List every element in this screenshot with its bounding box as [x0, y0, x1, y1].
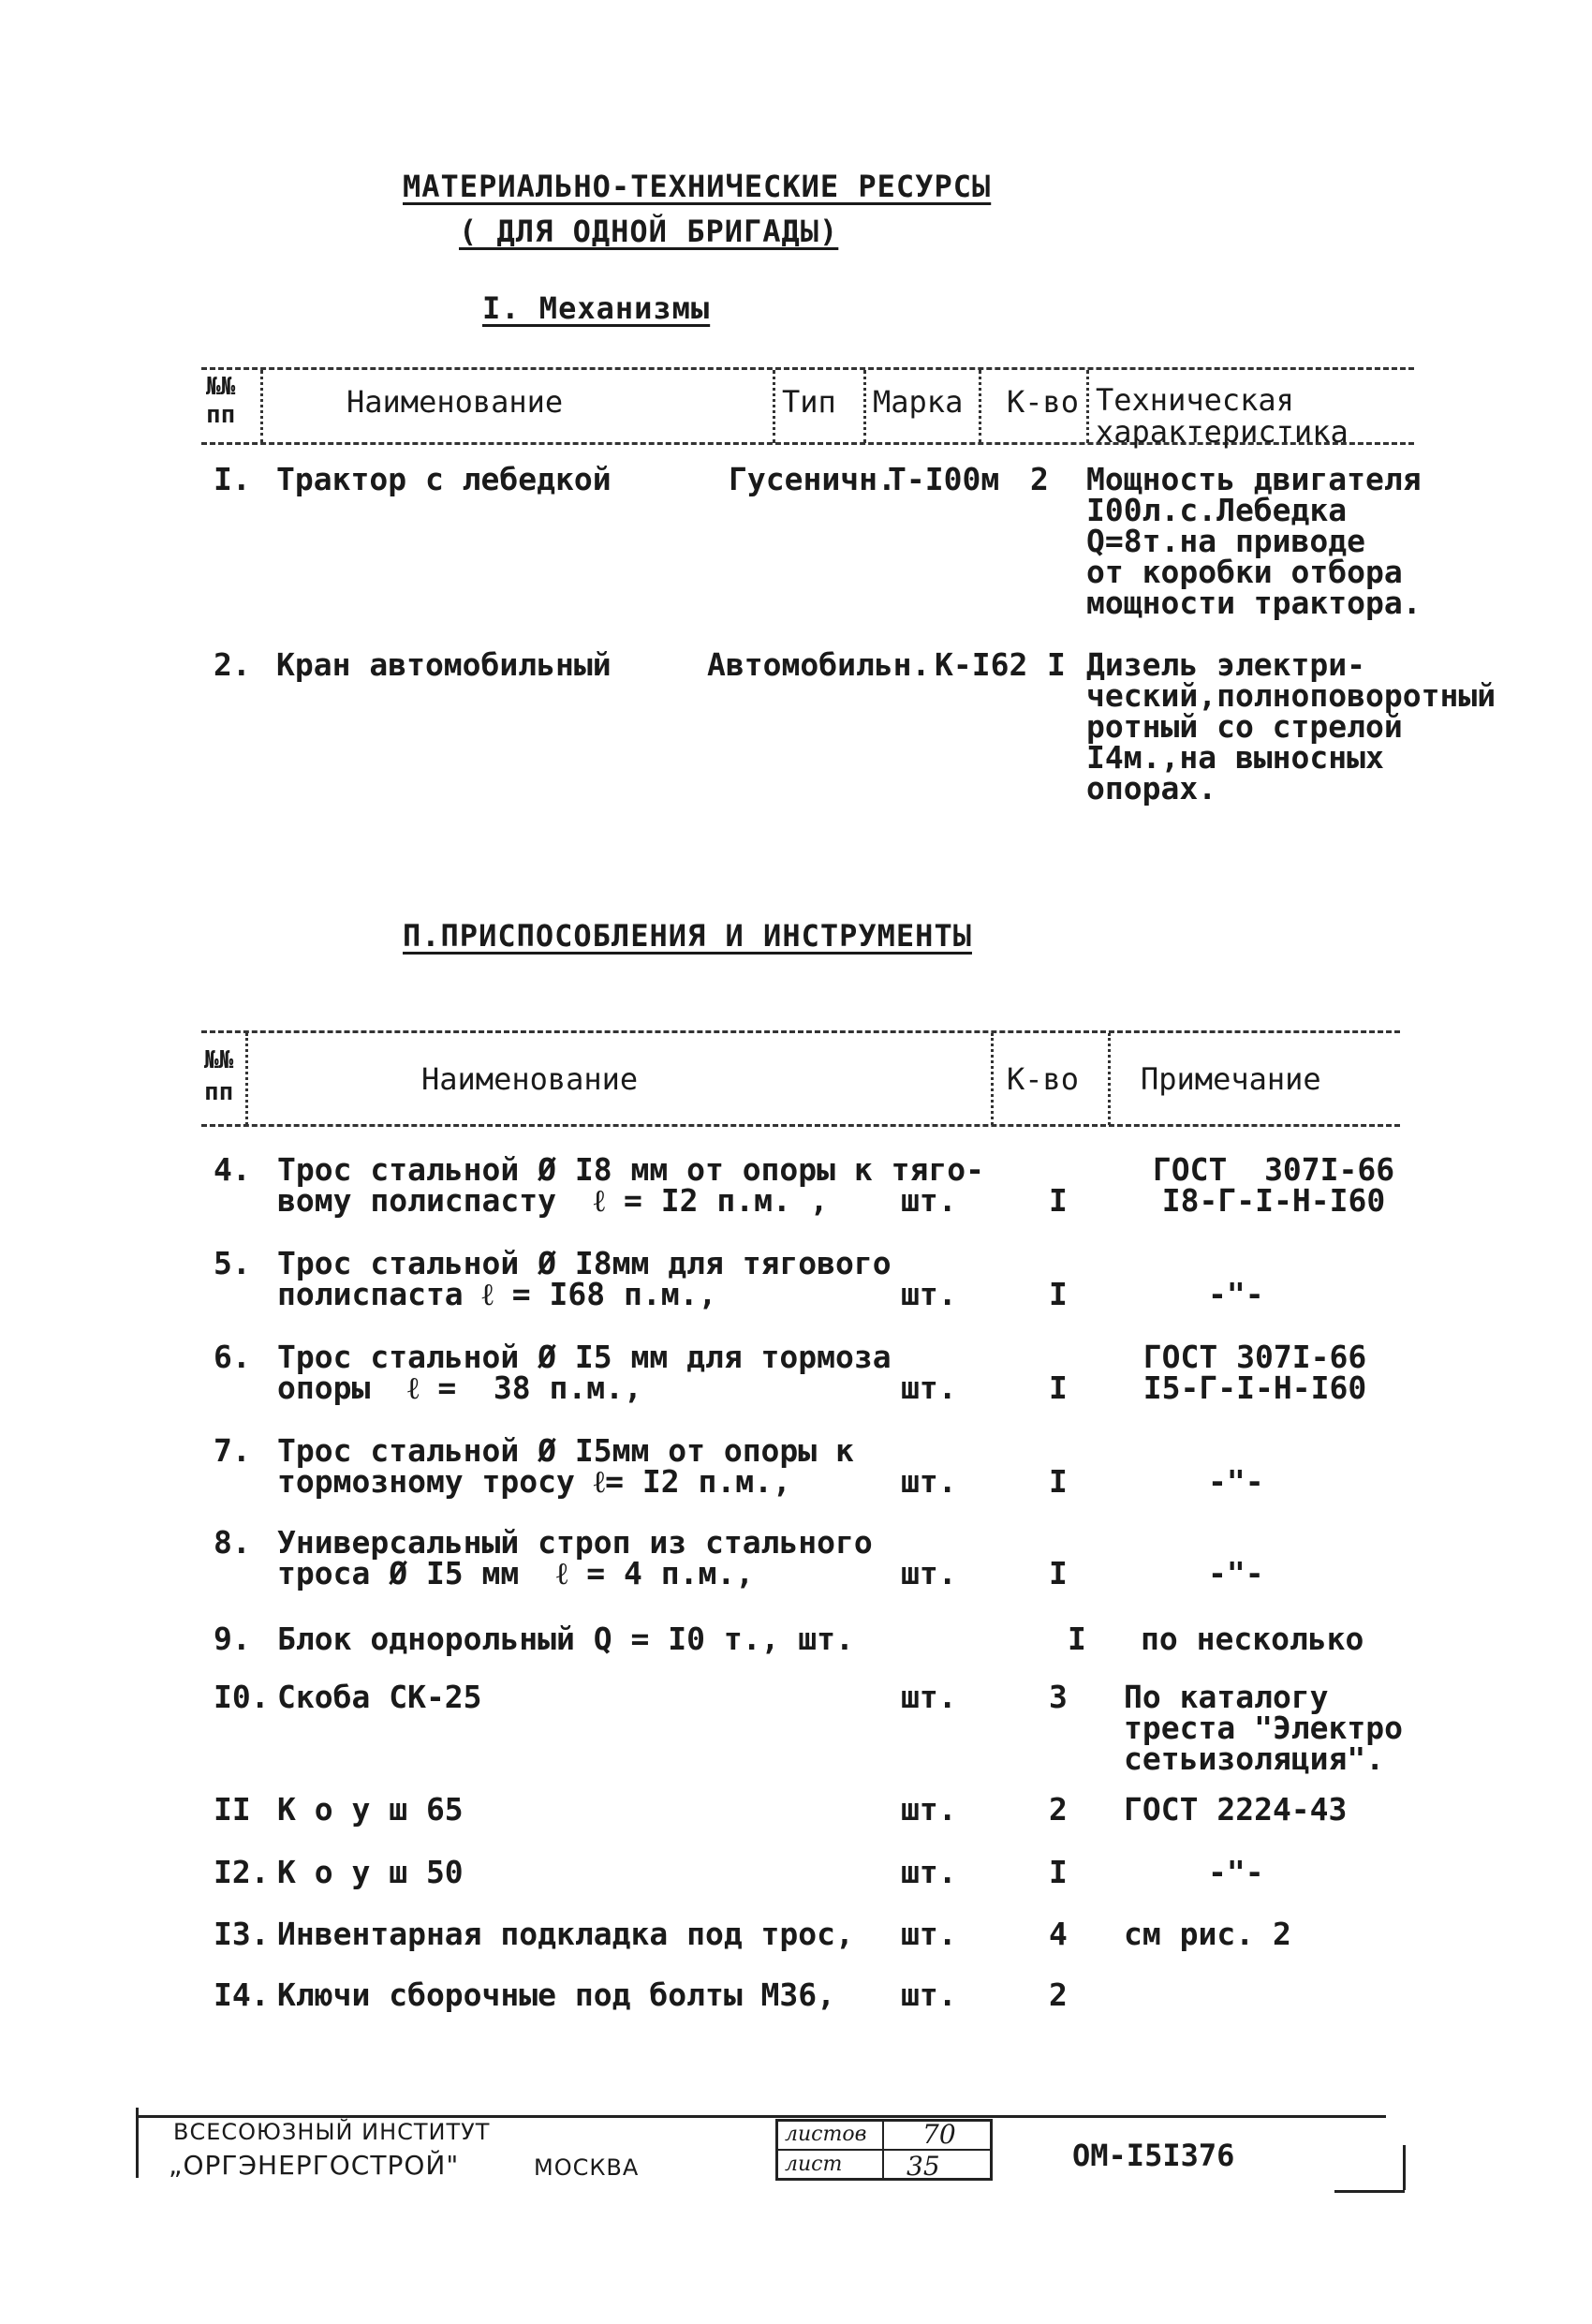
table2-top-rule	[201, 1030, 1400, 1033]
row-name: Трос стальной Ø I8 мм от опоры к тяго- вому полиспасту ℓ = I2 п.м. ,	[277, 1151, 984, 1219]
row-note: По каталогу треста "Электро сетьизоляция".	[1124, 1679, 1404, 1777]
row-unit: шт.	[901, 1791, 957, 1828]
row-qty: I	[1049, 1182, 1068, 1219]
row-name: Трактор с лебедкой	[276, 461, 612, 497]
table2-header-num: №№ пп	[204, 1046, 234, 1106]
document-subtitle: ( ДЛЯ ОДНОЙ БРИГАДЫ)	[459, 214, 839, 249]
document-code: ОМ-I5I376	[1072, 2138, 1235, 2173]
row-number: 9.	[214, 1621, 251, 1657]
sheets-value: 70	[922, 2119, 956, 2150]
row-note: по несколько	[1141, 1621, 1364, 1657]
row-number: I3.	[214, 1916, 270, 1952]
section1-title: I. Механизмы	[482, 290, 711, 326]
document-title: МАТЕРИАЛЬНО-ТЕХНИЧЕСКИЕ РЕСУРСЫ	[403, 169, 992, 204]
row-brand: Т-I00м	[888, 461, 1000, 497]
row-number: 2.	[214, 646, 251, 683]
row-qty: I	[1049, 1854, 1068, 1890]
table2-col-divider	[991, 1033, 994, 1125]
row-note: ГОСТ 307I-66 I5-Г-I-Н-I60	[1142, 1339, 1367, 1406]
table1-header-qty: К-во	[1007, 384, 1080, 420]
row-qty: I	[1047, 646, 1066, 683]
stamp-left-border	[136, 2108, 139, 2178]
row-type: Гусеничн.	[729, 461, 896, 497]
sheet-value: 35	[907, 2151, 940, 2182]
row-unit: шт.	[901, 1369, 957, 1406]
table1-header-type: Тип	[782, 384, 836, 420]
row-name: Кран автомобильный	[276, 646, 612, 683]
sheets-label: листов	[785, 2123, 867, 2146]
table1-col-divider	[773, 370, 775, 443]
row-unit: шт.	[901, 1976, 957, 2013]
table1-col-divider	[260, 370, 263, 443]
row-unit: шт.	[901, 1276, 957, 1312]
row-type: Автомобильн.	[707, 646, 931, 683]
row-qty: 3	[1049, 1679, 1068, 1715]
stamp-org-line1: ВСЕСОЮЗНЫЙ ИНСТИТУТ	[173, 2119, 491, 2145]
row-name: К о у ш 65	[277, 1791, 464, 1828]
table1-col-divider	[1086, 370, 1089, 443]
row-note: см рис. 2	[1124, 1916, 1291, 1952]
row-number: I2.	[214, 1854, 270, 1890]
row-number: I4.	[214, 1976, 270, 2013]
row-number: 8.	[214, 1524, 251, 1561]
row-unit: шт.	[901, 1463, 957, 1500]
row-spec: Дизель электри- ческий,полноповоротный ротный со стрелой I4м.,на выносных опорах.	[1086, 646, 1496, 807]
table1-header-name: Наименование	[346, 384, 564, 420]
row-name: Ключи сборочные под болты М36,	[277, 1976, 836, 2013]
row-name: Блок однорольный Q = I0 т., шт.	[277, 1621, 854, 1657]
stamp-city: МОСКВА	[534, 2154, 640, 2181]
table1-top-rule	[201, 367, 1414, 370]
table1-header-brand: Марка	[873, 384, 964, 420]
section2-title: П.ПРИСПОСОБЛЕНИЯ И ИНСТРУМЕНТЫ	[403, 918, 972, 954]
row-name: Трос стальной Ø I8мм для тягового полиспаста ℓ = I68 п.м.,	[277, 1245, 892, 1312]
stamp-top-border	[136, 2115, 1386, 2118]
row-note: ГОСТ 307I-66 I8-Г-I-Н-I60	[1152, 1151, 1395, 1219]
row-number: I.	[214, 461, 251, 497]
table2-col-divider	[1108, 1033, 1111, 1125]
table1-col-divider	[979, 370, 981, 443]
table2-header-note: Примечание	[1141, 1061, 1321, 1097]
row-spec: Мощность двигателя I00л.с.Лебедка Q=8т.на приводе от коробки отбора мощности трактора.	[1086, 461, 1422, 621]
row-qty: I	[1049, 1463, 1068, 1500]
row-qty: I	[1049, 1369, 1068, 1406]
row-qty: I	[1068, 1621, 1086, 1657]
table2-header-qty: К-во	[1007, 1061, 1080, 1097]
row-qty: I	[1049, 1555, 1068, 1591]
row-unit: шт.	[901, 1555, 957, 1591]
stamp-org-line2: „ОРГЭНЕРГОСТРОЙ"	[169, 2150, 460, 2181]
row-number: 7.	[214, 1432, 251, 1469]
row-note: -"-	[1208, 1276, 1264, 1312]
table2-header-rule	[201, 1124, 1400, 1127]
row-qty: I	[1049, 1276, 1068, 1312]
row-unit: шт.	[901, 1854, 957, 1890]
table1-header-num: №№ пп	[206, 373, 236, 429]
row-note: -"-	[1208, 1854, 1264, 1890]
row-note: ГОСТ 2224-43	[1124, 1791, 1348, 1828]
row-note: -"-	[1208, 1555, 1264, 1591]
row-name: Универсальный строп из стального троса Ø I5 мм ℓ = 4 п.м.,	[277, 1524, 873, 1591]
row-number: 6.	[214, 1339, 251, 1375]
sheet-label: лист	[785, 2153, 843, 2176]
row-number: II	[214, 1791, 251, 1828]
row-unit: шт.	[901, 1916, 957, 1952]
sheet-box-divider	[777, 2149, 991, 2151]
row-qty: 2	[1049, 1976, 1068, 2013]
row-brand: К-I62	[935, 646, 1028, 683]
row-name: Трос стальной Ø I5 мм для тормоза опоры ℓ = 38 п.м.,	[277, 1339, 892, 1406]
row-name: Трос стальной Ø I5мм от опоры к тормозному тросу ℓ= I2 п.м.,	[277, 1432, 854, 1500]
row-number: I0.	[214, 1679, 270, 1715]
row-name: К о у ш 50	[277, 1854, 464, 1890]
row-qty: 4	[1049, 1916, 1068, 1952]
row-name: Инвентарная подкладка под трос,	[277, 1916, 854, 1952]
sheet-box-divider	[882, 2121, 884, 2179]
table1-col-divider	[863, 370, 866, 443]
row-unit: шт.	[901, 1182, 957, 1219]
stamp-right-border	[1403, 2145, 1406, 2190]
row-number: 4.	[214, 1151, 251, 1188]
row-unit: шт.	[901, 1679, 957, 1715]
stamp-bottom-tick	[1334, 2190, 1405, 2193]
table2-header-name: Наименование	[421, 1061, 639, 1097]
table2-col-divider	[245, 1033, 248, 1125]
row-qty: 2	[1030, 461, 1049, 497]
row-note: -"-	[1208, 1463, 1264, 1500]
table1-header-spec: Техническая характеристика	[1096, 382, 1349, 450]
row-name: Скоба СК-25	[277, 1679, 482, 1715]
row-qty: 2	[1049, 1791, 1068, 1828]
row-number: 5.	[214, 1245, 251, 1281]
